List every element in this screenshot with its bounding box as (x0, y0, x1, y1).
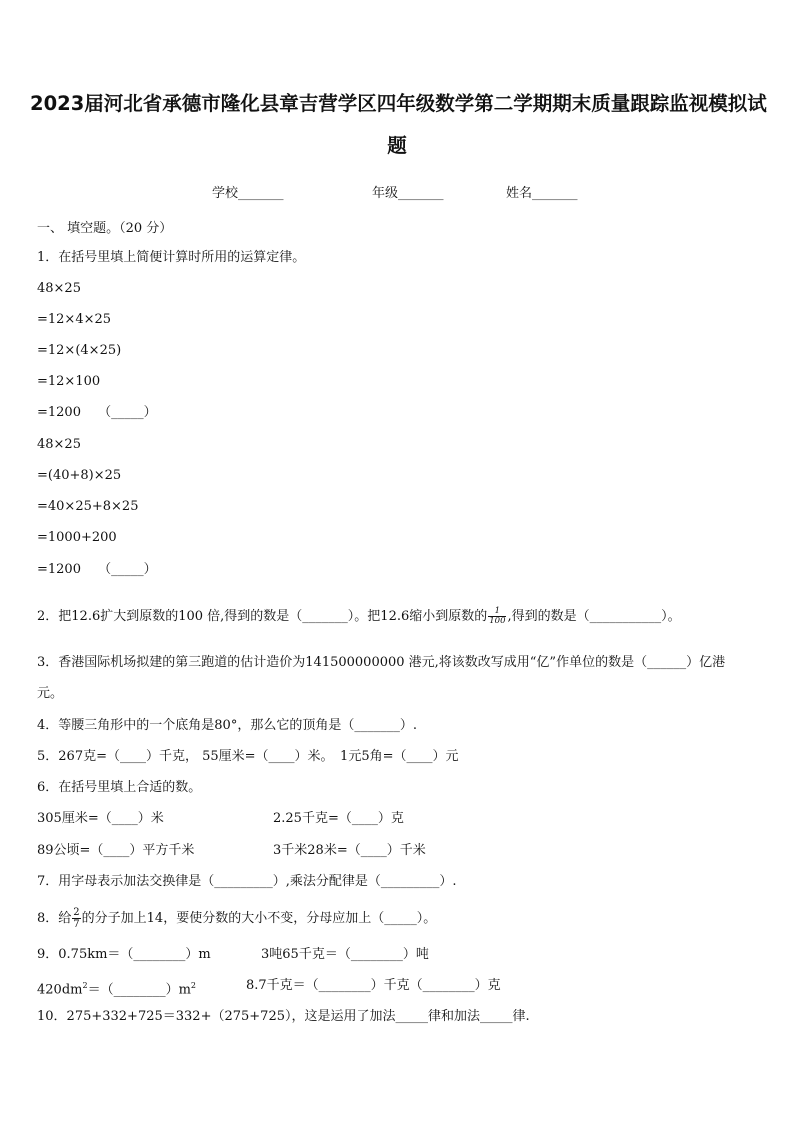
question-10: 10．275+332+725＝332+（275+725），这是运用了加法_____律和加法_____律. (37, 1009, 530, 1024)
q2-frac-den: 100 (489, 616, 506, 626)
question-8 (37, 907, 436, 930)
question-6: 6．在括号里填上合适的数。 (37, 780, 202, 795)
school-field: 学校_______ (212, 186, 284, 201)
q2-fraction (488, 607, 506, 626)
question-4: 4．等腰三角形中的一个底角是80°，那么它的顶角是（_______）. (37, 718, 417, 733)
q1-step: 48×25 (37, 281, 81, 296)
q2-frac-num: 1 (488, 607, 506, 617)
q6-item: 305厘米=（____）米 (37, 811, 164, 826)
question-9-a: 9．0.75km＝（________）m (37, 947, 211, 962)
q9-c-sup: 2 (82, 981, 88, 990)
question-9-d: 8.7千克＝（________）千克（________）克 (246, 978, 501, 993)
question-3-line2: 元。 (37, 686, 64, 701)
question-5: 5．267克=（____）千克， 55厘米=（____）米。 1元5角=（____）元 (37, 749, 459, 764)
q8-part2: 的分子加上14，要使分数的大小不变，分母应加上（_____）。 (81, 911, 437, 926)
q1-step: =1200 （_____） (37, 405, 157, 420)
q2-part1: 2．把12.6扩大到原数的100 倍,得到的数是（_______）。把12.6缩小到原数的 (37, 609, 488, 624)
q1-step: 48×25 (37, 437, 81, 452)
question-7: 7．用字母表示加法交换律是（_________）,乘法分配律是（_________）. (37, 874, 457, 889)
question-2 (37, 607, 681, 626)
question-9-b: 3吨65千克＝（________）吨 (261, 947, 429, 962)
q8-fraction (72, 907, 80, 930)
q1-step: =12×4×25 (37, 312, 112, 327)
q1-step: =12×(4×25) (37, 343, 122, 358)
q9-c-main: 420dm (37, 982, 83, 998)
q6-item: 89公顷=（____）平方千米 (37, 843, 195, 858)
q6-item: 2.25千克=（____）克 (273, 811, 404, 826)
q9-c-mid: ＝（________）m (87, 982, 191, 998)
q8-part1: 8．给 (37, 911, 72, 926)
q6-item: 3千米28米=（____）千米 (273, 843, 426, 858)
page-title-line1: 2023届河北省承德市隆化县章吉营学区四年级数学第二学期期末质量跟踪监视模拟试 (30, 92, 767, 115)
page-title-line2: 题 (387, 134, 407, 157)
q2-part2: ,得到的数是（___________）。 (507, 609, 681, 624)
q1-step: =40×25+8×25 (37, 499, 139, 514)
name-field: 姓名_______ (506, 186, 578, 201)
question-9-c (37, 977, 196, 999)
q1-step: =(40+8)×25 (37, 468, 122, 483)
section-heading: 一、 填空题。（20 分） (37, 221, 173, 236)
q1-step: =1200 （_____） (37, 562, 157, 577)
q8-frac-den: 7 (73, 919, 80, 930)
q9-c-sup2: 2 (190, 981, 196, 990)
q8-frac-num: 2 (73, 907, 80, 918)
q1-step: =12×100 (37, 374, 101, 389)
q1-step: =1000+200 (37, 530, 117, 545)
question-3-line1: 3．香港国际机场拟建的第三跑道的估计造价为141500000000 港元,将该数改写成用“亿”作单位的数是（______）亿港 (37, 655, 726, 670)
question-1: 1．在括号里填上简便计算时所用的运算定律。 (37, 250, 306, 265)
grade-field: 年级_______ (372, 186, 444, 201)
